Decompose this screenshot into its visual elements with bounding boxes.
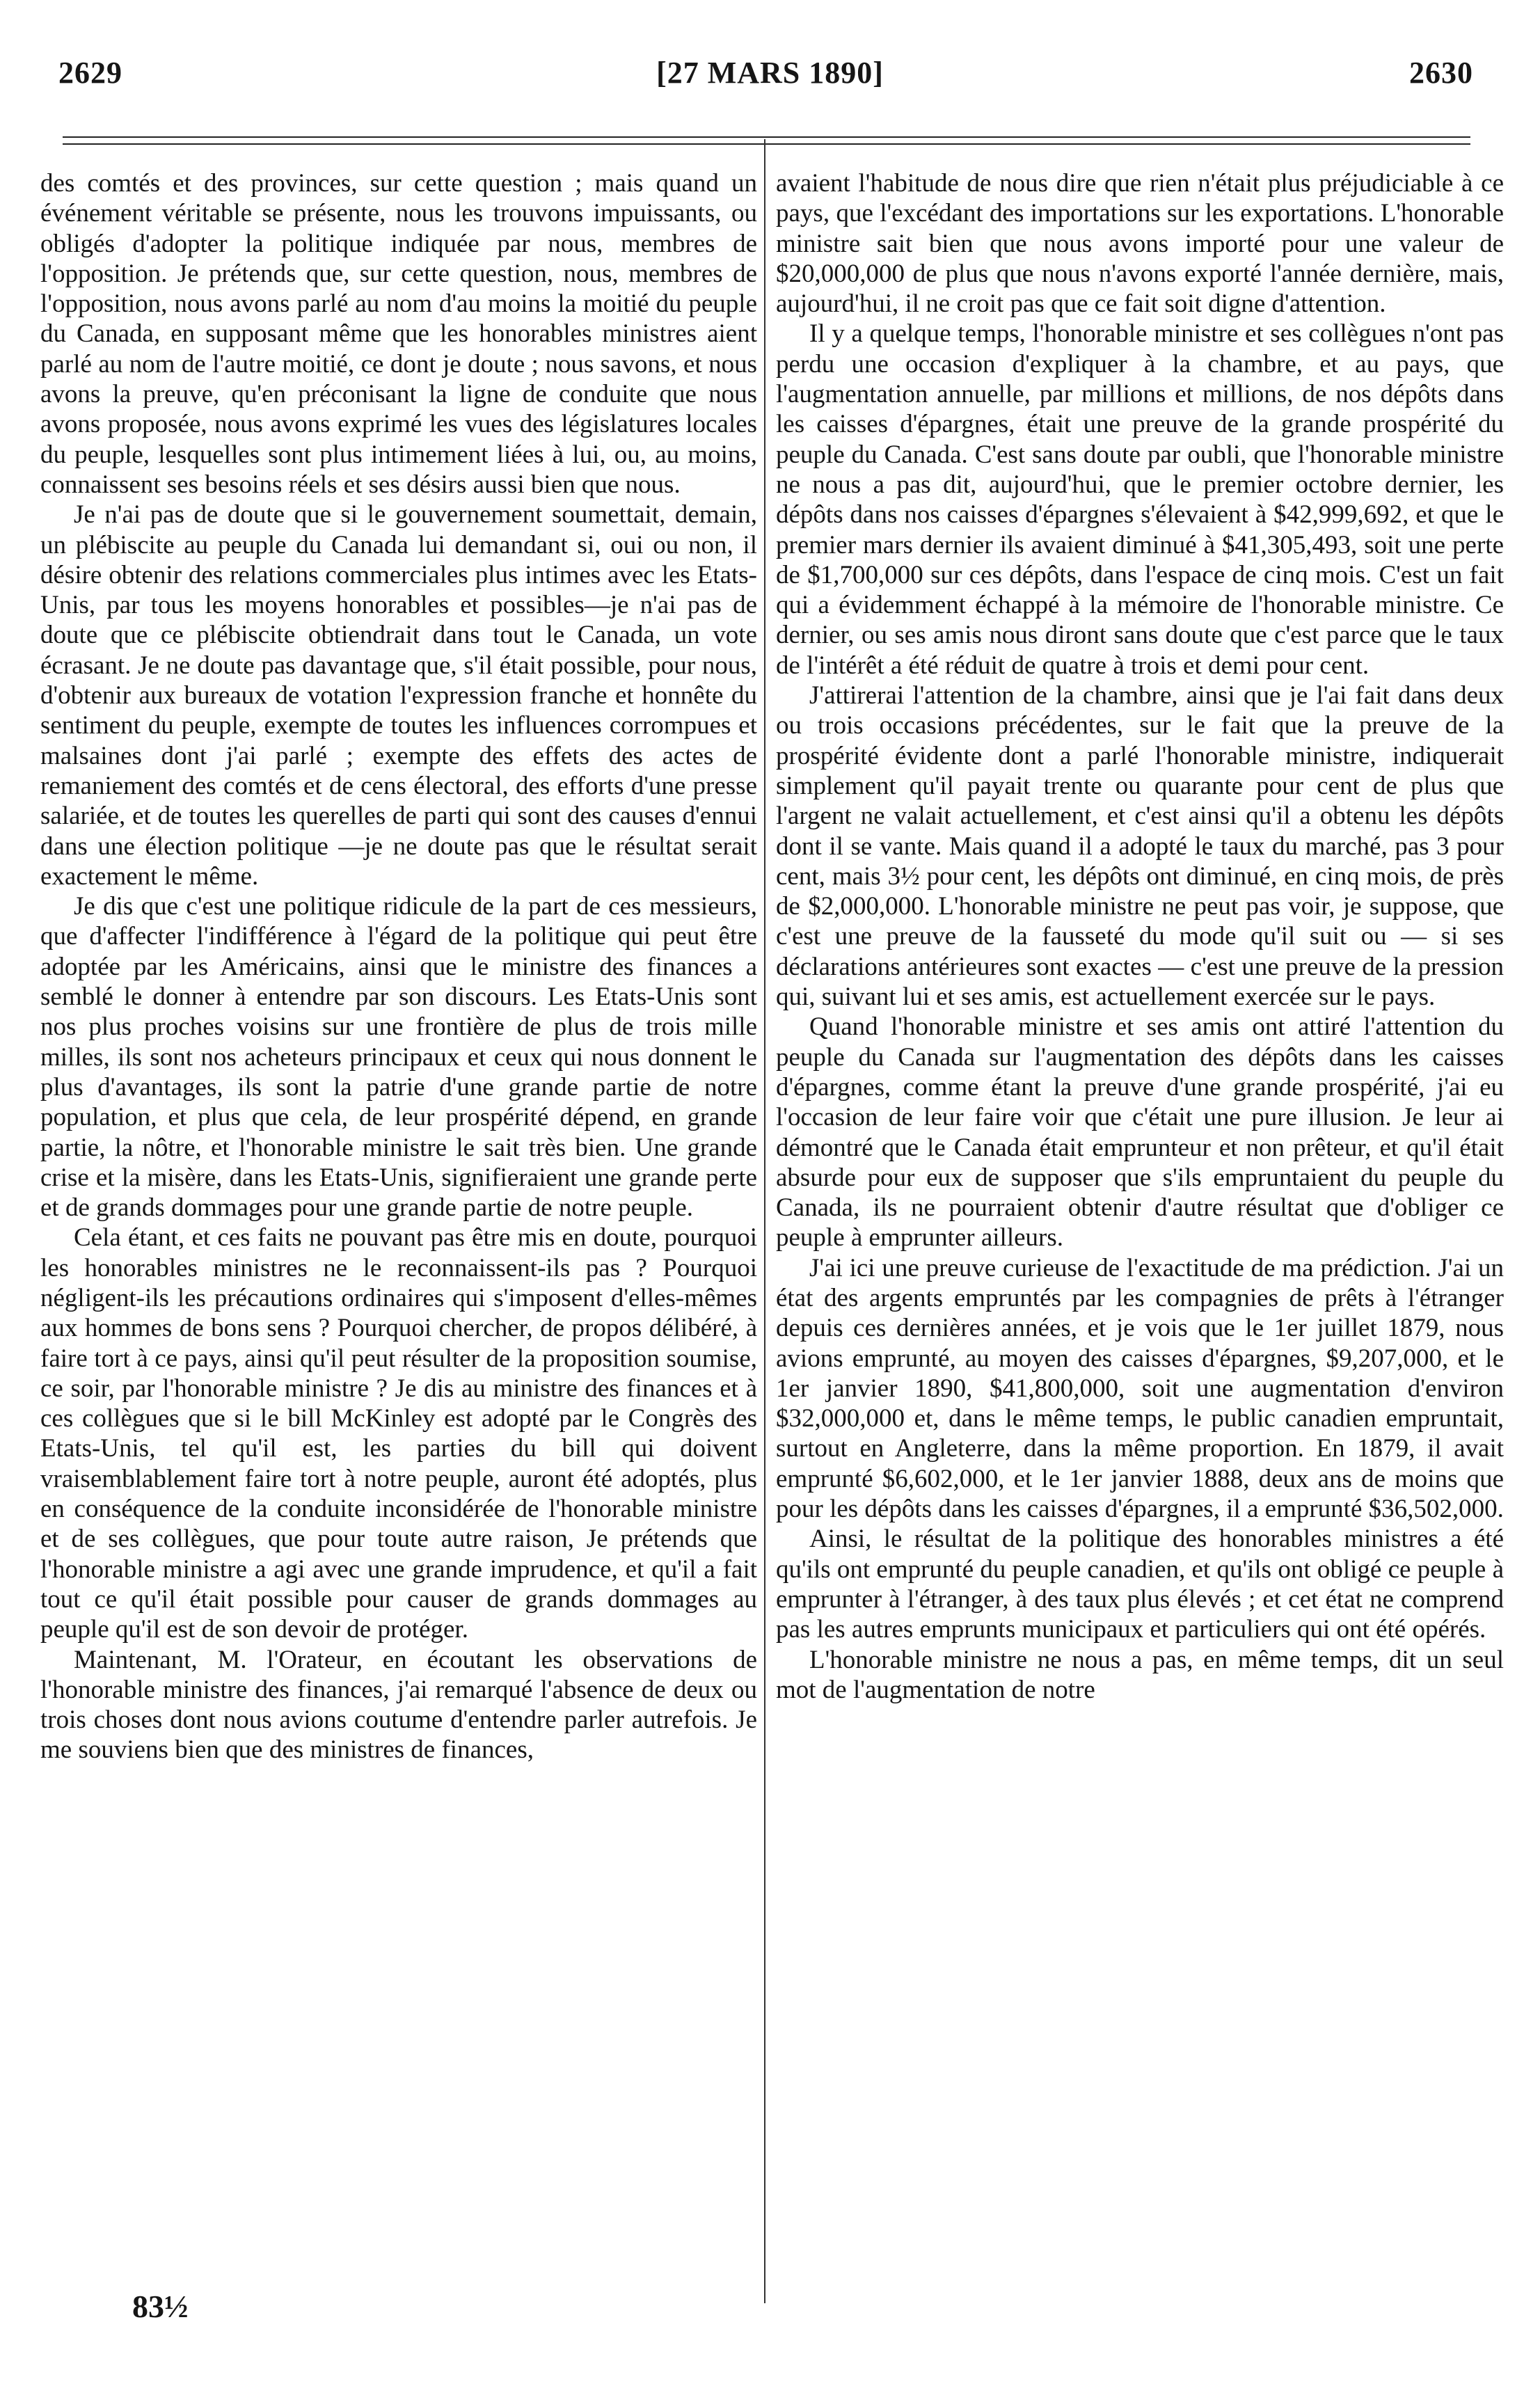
paragraph: J'attirerai l'attention de la chambre, ainsi que je l'ai fait dans deux ou trois occasions précédentes, sur le fait que la preuve de la prospérité évidente dont a parlé l'honorable ministre, indiquerait simplement qu'il payait trente ou quarante pour cent de plus que l'argent ne valait actuellement, et c'est ainsi qu'il a obtenu les dépôts dont il se vante. Mais quand il a adopté le taux du marché, pas 3 pour cent, mais 3½ pour cent, les dépôts ont diminué, en cinq mois, de près de $2,000,000. L'honorable ministre ne peut pas voir, je suppose, que c'est une preuve de la fausseté du mode qu'il suit ou — si ses déclarations antérieures sont exactes — c'est une preuve de la pression qui, suivant lui et ses amis, est actuellement exercée sur le pays.: [776, 681, 1504, 1012]
paragraph: J'ai ici une preuve curieuse de l'exactitude de ma prédiction. J'ai un état des argents empruntés par les compagnies de prêts à l'étranger depuis ces dernières années, et je vois que le 1er juillet 1879, nous avions emprunté, au moyen des caisses d'épargnes, $9,207,000, et le 1er janvier 1890, $41,800,000, soit une augmentation d'environ $32,000,000 et, dans le même temps, le public canadien empruntait, surtout en Angleterre, dans la même proportion. En 1879, il avait emprunté $6,602,000, et le 1er janvier 1888, deux ans de moins que pour les dépôts dans les caisses d'épargnes, il a emprunté $36,502,000.: [776, 1253, 1504, 1524]
paragraph: Ainsi, le résultat de la politique des honorables ministres a été qu'ils ont emprunté du peuple canadien, et qu'ils ont obligé ce peuple à emprunter à l'étranger, à des taux plus élevés ; et cet état ne comprend pas les autres emprunts municipaux et particuliers qui ont été opérés.: [776, 1525, 1504, 1644]
paragraph: Cela étant, et ces faits ne pouvant pas être mis en doute, pourquoi les honorables ministres ne le reconnaissent-ils pas ? Pourquoi négligent-ils les précautions ordinaires qui s'imposent d'elles-mêmes aux hommes de bons sens ? Pourquoi chercher, de propos délibéré, à faire tort à ce pays, ainsi qu'il peut résulter de la proposition soumise, ce soir, par l'honorable ministre ? Je dis au ministre des finances et à ces collègues que si le bill McKinley est adopté par le Congrès des Etats-Unis, tel qu'il est, les parties du bill qui doivent vraisemblablement faire tort à notre peuple, auront été adoptés, plus en conséquence de la conduite inconsidérée de l'honorable ministre et de ses collègues, que pour toute autre raison, Je prétends que l'honorable ministre a agi avec une grande imprudence, et qu'il a fait tout ce qu'il était possible pour causer de grands dommages au peuple qu'il est de son devoir de protéger.: [40, 1223, 757, 1644]
page-number-left: 2629: [58, 56, 122, 90]
paragraph: Quand l'honorable ministre et ses amis ont attiré l'attention du peuple du Canada sur l'augmentation des dépôts dans les caisses d'épargnes, comme étant la preuve d'une grande prospérité, j'ai eu l'occasion de leur faire voir que c'était une pure illusion. Je leur ai démontré que le Canada était emprunteur et non prêteur, et qu'il était absurde pour eux de supposer que s'ils empruntaient du peuple du Canada, ils ne pourraient obtenir d'autre résultat que d'obliger ce peuple à emprunter ailleurs.: [776, 1012, 1504, 1253]
page-number-right: 2630: [1409, 56, 1473, 90]
header-rule-top: [63, 136, 1470, 138]
paragraph: Je dis que c'est une politique ridicule de la part de ces messieurs, que d'affecter l'indifférence à l'égard de la politique qui peut être adoptée par les Américains, ainsi que le ministre des finances a semblé le donner à entendre par son discours. Les Etats-Unis sont nos plus proches voisins sur une frontière de plus de trois mille milles, ils sont nos acheteurs principaux et ceux qui nous donnent le plus d'avantages, ils sont la patrie d'une grande partie de notre population, et plus que cela, de leur prospérité dépend, en grande partie, la nôtre, et l'honorable ministre le sait très bien. Une grande crise et la misère, dans les Etats-Unis, signifieraient une grande perte et de grands dommages pour une grande partie de notre peuple.: [40, 892, 757, 1223]
printer-signature-mark: 83½: [132, 2289, 189, 2324]
left-column: [40, 168, 757, 2312]
column-divider: [764, 139, 765, 2303]
right-column: [776, 168, 1504, 2312]
header-rule-bottom: [63, 143, 1470, 145]
paragraph: Il y a quelque temps, l'honorable ministre et ses collègues n'ont pas perdu une occasion d'expliquer à la chambre, et au pays, que l'augmentation annuelle, par millions et millions, de nos dépôts dans les caisses d'épargnes, était une preuve de la grande prospérité du peuple du Canada. C'est sans doute par oubli, que l'honorable ministre ne nous a pas dit, aujourd'hui, que le premier octobre dernier, les dépôts dans nos caisses d'épargnes s'élevaient à $42,999,692, et que le premier mars dernier ils avaient diminué à $41,305,493, soit une perte de $1,700,000 sur ces dépôts, dans l'espace de cinq mois. C'est un fait qui a évidemment échappé à la mémoire de l'honorable ministre. Ce dernier, ou ses amis nous diront sans doute que c'est parce que le taux de l'intérêt a été réduit de quatre à trois et demi pour cent.: [776, 319, 1504, 680]
running-header-date: [27 MARS 1890]: [656, 56, 884, 90]
paragraph: Maintenant, M. l'Orateur, en écoutant les observations de l'honorable ministre des finances, j'ai remarqué l'absence de deux ou trois choses dont nous avions coutume d'entendre parler autrefois. Je me souviens bien que des ministres de finances,: [40, 1645, 757, 1765]
paragraph: L'honorable ministre ne nous a pas, en même temps, dit un seul mot de l'augmentation de notre: [776, 1645, 1504, 1704]
paragraph: Je n'ai pas de doute que si le gouvernement soumettait, demain, un plébiscite au peuple du Canada lui demandant si, oui ou non, il désire obtenir des relations commerciales plus intimes avec les Etats-Unis, par tous les moyens honorables et possibles—je n'ai pas de doute que ce plébiscite obtiendrait dans tout le Canada, un vote écrasant. Je ne doute pas davantage que, s'il était possible, pour nous, d'obtenir aux bureaux de votation l'expression franche et honnête du sentiment du peuple, exempte de toutes les influences corrompues et malsaines dont j'ai parlé ; exempte des effets des actes de remaniement des comtés et de cens électoral, des efforts d'une presse salariée, et de toutes les querelles de parti qui sont des causes d'ennui dans une élection politique —je ne doute pas que le résultat serait exactement le même.: [40, 500, 757, 891]
paragraph: avaient l'habitude de nous dire que rien n'était plus préjudiciable à ce pays, que l'excédant des importations sur les exportations. L'honorable ministre sait bien que nous avons importé pour une valeur de $20,000,000 de plus que nous n'avons exporté l'année dernière, mais, aujourd'hui, il ne croit pas que ce fait soit digne d'attention.: [776, 169, 1504, 319]
paragraph: des comtés et des provinces, sur cette question ; mais quand un événement véritable se présente, nous les trouvons impuissants, ou obligés d'adopter la politique indiquée par nous, membres de l'opposition. Je prétends que, sur cette question, nous, membres de l'opposition, nous avons parlé au nom d'au moins la moitié du peuple du Canada, en supposant même que les honorables ministres aient parlé au nom de l'autre moitié, ce dont je doute ; nous savons, et nous avons la preuve, qu'en préconisant la ligne de conduite que nous avons proposée, nous avons exprimé les vues des législatures locales du peuple, lesquelles sont plus intimement liées à lui, ou, au moins, connaissent ses besoins réels et ses désirs aussi bien que nous.: [40, 169, 757, 499]
